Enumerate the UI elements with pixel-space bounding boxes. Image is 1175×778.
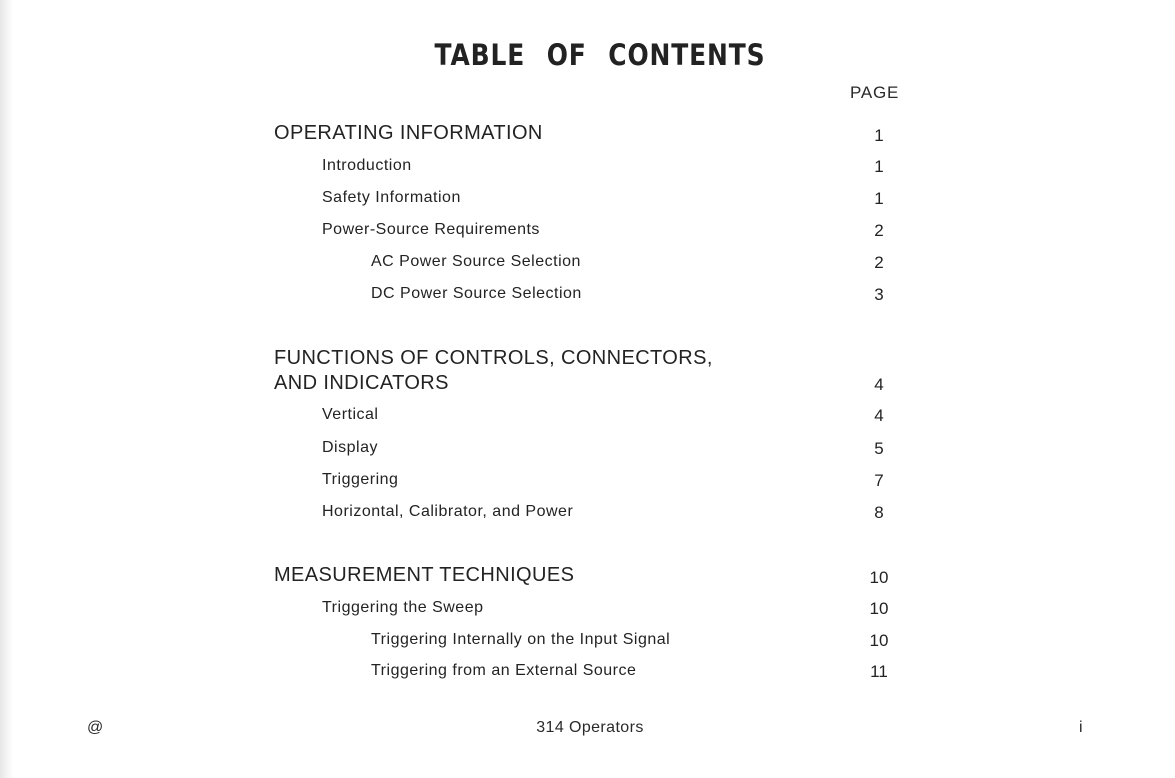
toc-section-title: OPERATING INFORMATION — [274, 122, 543, 144]
toc-page-number: 8 — [874, 503, 884, 522]
footer-left-mark: @ — [87, 719, 104, 736]
toc-page-number: 3 — [874, 285, 884, 304]
toc-page-number: 10 — [869, 631, 889, 650]
toc-entry-vertical — [0, 406, 1175, 436]
toc-entry-horizontal-calibrator-power — [0, 503, 1175, 533]
toc-section-functions-of-controls — [0, 346, 1175, 398]
toc-entry-introduction — [0, 157, 1175, 187]
toc-entry-triggering-external-source — [0, 662, 1175, 692]
toc-entry-ac-power-source-selection — [0, 253, 1175, 283]
toc-page-number: 4 — [874, 406, 884, 425]
toc-entry-label: Display — [322, 439, 378, 456]
toc-entry-label: Safety Information — [322, 189, 461, 206]
toc-entry-triggering-the-sweep — [0, 599, 1175, 629]
footer-page-number: i — [1079, 719, 1083, 736]
toc-page-number: 5 — [874, 439, 884, 458]
toc-entry-triggering-internally — [0, 631, 1175, 661]
toc-entry-label: Vertical — [322, 406, 379, 423]
toc-section-title: MEASUREMENT TECHNIQUES — [274, 564, 575, 586]
toc-entry-label: Triggering the Sweep — [322, 599, 484, 616]
toc-section-title-line2: AND INDICATORS — [274, 372, 449, 394]
toc-page-number: 1 — [874, 126, 884, 145]
toc-page-number: 11 — [870, 662, 888, 681]
toc-section-title-line1: FUNCTIONS OF CONTROLS, CONNECTORS, — [274, 347, 713, 369]
toc-entry-label: Triggering from an External Source — [371, 662, 637, 679]
page-column-header: PAGE — [850, 83, 900, 102]
toc-entry-power-source-requirements — [0, 221, 1175, 251]
toc-entry-safety-information — [0, 189, 1175, 219]
toc-entry-label: Horizontal, Calibrator, and Power — [322, 503, 574, 520]
toc-section-measurement-techniques — [0, 564, 1175, 594]
toc-page-number: 10 — [869, 599, 889, 618]
toc-entry-label: Power-Source Requirements — [322, 221, 540, 238]
toc-entry-label: Introduction — [322, 157, 412, 174]
toc-page-number: 1 — [874, 157, 884, 176]
toc-page-number: 7 — [874, 471, 884, 490]
footer-manual-title: 314 Operators — [536, 719, 644, 736]
page-title: TABLE OF CONTENTS — [434, 38, 766, 72]
toc-page-number: 1 — [874, 189, 884, 208]
toc-page-number: 2 — [874, 253, 884, 272]
toc-entry-label: DC Power Source Selection — [371, 285, 582, 302]
toc-entry-dc-power-source-selection — [0, 285, 1175, 315]
toc-page-number: 10 — [869, 568, 889, 587]
toc-entry-label: Triggering — [322, 471, 399, 488]
toc-page-number: 2 — [874, 221, 884, 240]
toc-entry-display — [0, 439, 1175, 469]
toc-entry-label: AC Power Source Selection — [371, 253, 581, 270]
toc-page-number: 4 — [874, 375, 884, 394]
page-footer — [0, 719, 1175, 741]
toc-entry-label: Triggering Internally on the Input Signal — [371, 631, 671, 648]
toc-section-operating-information — [0, 122, 1175, 152]
toc-entry-triggering — [0, 471, 1175, 501]
